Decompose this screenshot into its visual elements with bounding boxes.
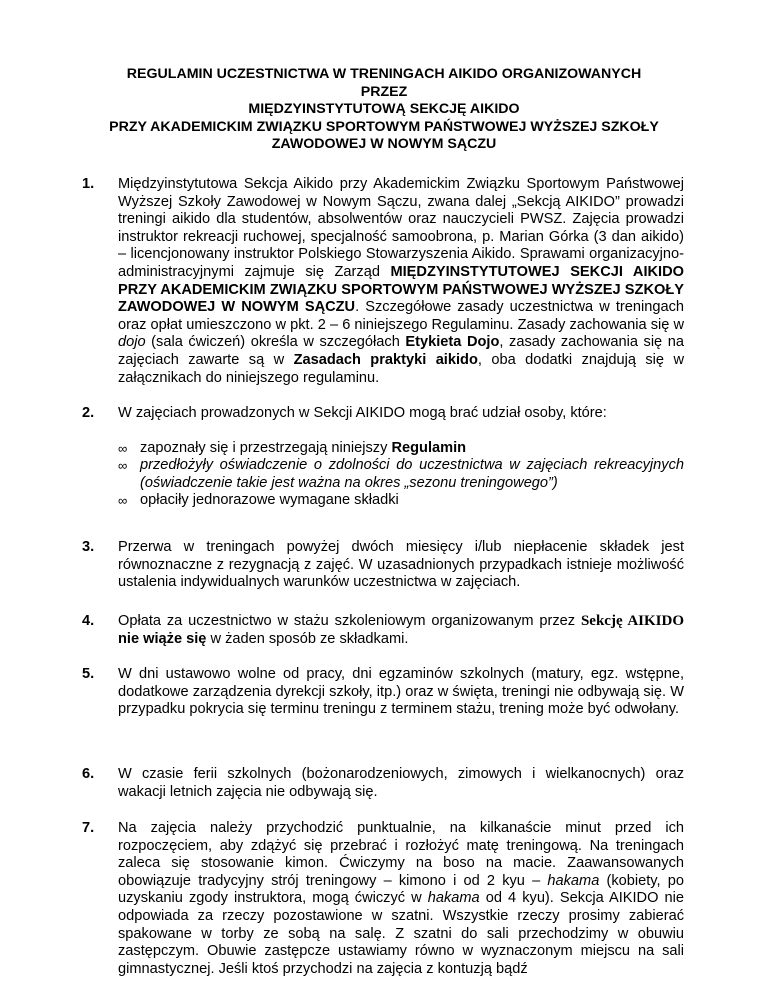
paragraph-text [118, 176, 684, 387]
sekcje-aikido-serif: Sekcję AIKIDO [580, 613, 685, 629]
list-item [118, 457, 684, 492]
dojo-term: dojo [118, 334, 146, 351]
text-run: w żaden sposób ze składkami. [206, 630, 409, 647]
text-run: Opłata za uczestnictwo w stażu szkoleniowym organizowanym przez [118, 613, 581, 629]
regulamin-bold: Regulamin [391, 439, 467, 456]
paragraph-6 [84, 766, 684, 801]
paragraph-number: 2. [82, 405, 95, 421]
etykieta-dojo-bold: Etykieta Dojo [405, 334, 500, 351]
title-line-5: ZAWODOWEJ W NOWYM SĄCZU [271, 136, 497, 152]
paragraph-number: 5. [82, 666, 95, 682]
text-run: zapoznały się i przestrzegają niniejszy [140, 439, 392, 456]
paragraph-5 [84, 666, 684, 719]
text-run: (kobiety, po uzyskaniu zgody instruktora, mogą ćwiczyć w [118, 872, 684, 907]
paragraph-4 [84, 613, 684, 648]
paragraph-1 [84, 176, 684, 387]
nie-wiaze-sie-bold: nie wiąże się [118, 630, 207, 647]
hakama-term: hakama [427, 890, 480, 907]
paragraph-text: Przerwa w treningach powyżej dwóch miesięcy i/lub niepłacenie składek jest równoznaczne z rezygnacją z zajęć. W uzasadnionych przypadkach istnieje możliwość ustalenia indywidualnych warunków uczestnictwa w zajęciach. [118, 539, 684, 591]
paragraph-number: 7. [82, 820, 95, 836]
paragraph-text [118, 613, 684, 648]
text-run: , oba dodatki znajdują się w załącznikach do niniejszego regulaminu. [118, 351, 684, 386]
paragraph-2 [84, 405, 684, 510]
paragraph-text: W czasie ferii szkolnych (bożonarodzeniowych, zimowych i wielkanocnych) oraz wakacji letnich zajęcia nie odbywają się. [118, 766, 684, 800]
text-run: od 4 kyu). Sekcja AIKIDO nie odpowiada za rzeczy pozostawione w szatni. Wszystkie rzeczy prosimy zabierać spakowane w torby ze sobą na salę. Z szatni do sali przechodzimy w obuwiu zastępczym. Obuwie zastępcze ustawiamy równo w wyznaczonym miejscu na sali gimnastycznej. Jeśli ktoś przychodzi na zajęcia z kontuzją bądź [118, 890, 684, 977]
text-run: opłaciły jednorazowe wymagane składki [140, 492, 399, 509]
requirements-list [84, 440, 684, 510]
paragraph-number: 1. [82, 176, 95, 192]
text-run: (sala ćwiczeń) określa w szczegółach [145, 334, 406, 351]
text-run: przedłożyły oświadczenie o zdolności do uczestnictwa w zajęciach rekreacyjnych (oświadczenie takie jest ważna na okres „sezonu treningowego”) [140, 457, 684, 491]
paragraph-text: W dni ustawowo wolne od pracy, dni egzaminów szkolnych (matury, egz. wstępne, dodatkowe zarządzenia dyrekcji szkoły, itp.) oraz w święta, treningi nie odbywają się. W przypadku pokrycia się terminu treningu z terminem stażu, trening może być odwołany. [118, 666, 684, 718]
infinity-bullet-icon: ∞ [118, 493, 128, 509]
infinity-bullet-icon: ∞ [118, 440, 128, 456]
title-line-1: REGULAMIN UCZESTNICTWA W TRENINGACH AIKIDO ORGANIZOWANYCH [126, 66, 642, 82]
paragraph-7 [84, 820, 684, 978]
paragraph-text [118, 820, 684, 978]
section-name-bold: MIĘDZYINSTYTUTOWEJ SEKCJI AIKIDO PRZY AKADEMICKIM ZWIĄZKU SPORTOWYM PAŃSTWOWEJ WYŻSZEJ SZKOŁY ZAWODOWEJ W NOWYM SĄCZU [118, 263, 684, 316]
infinity-bullet-icon: ∞ [118, 458, 128, 474]
paragraph-number: 4. [82, 613, 95, 629]
title-line-3: MIĘDZYINSTYTUTOWĄ SEKCJĘ AIKIDO [248, 101, 520, 117]
paragraph-number: 6. [82, 766, 95, 782]
paragraph-3 [84, 539, 684, 592]
list-item [118, 492, 684, 510]
title-line-4: PRZY AKADEMICKIM ZWIĄZKU SPORTOWYM PAŃSTWOWEJ WYŻSZEJ SZKOŁY [109, 118, 659, 135]
list-item [118, 440, 684, 458]
text-run: , zasady zachowania się na zajęciach zawarte są w [118, 334, 684, 368]
text-run: Międzyinstytutowa Sekcja Aikido przy Akademickim Związku Sportowym Państwowej Wyższej Szkoły Zawodowej w Nowym Sączu, zwana dalej „Sekcją AIKIDO” prowadzi treningi aikido dla studentów, absolwentów oraz nauczycieli PWSZ. Zajęcia prowadzi instruktor rekreacji ruchowej, specjalność samoobrona, p. Marian Górka (3 dan aikido) – licencjonowany instruktor Polskiego Stowarzyszenia Aikido. Sprawami organizacyjno-administracyjnymi zajmuje się Zarząd [118, 176, 684, 280]
text-run: Na zajęcia należy przychodzić punktualnie, na kilkanaście minut przed ich rozpoczęciem, aby zdążyć się przebrać i rozłożyć matę treningową. Na treningach zaleca się stosowanie kimon. Ćwiczymy na boso na macie. Zaawansowanych obowiązuje tradycyjny strój treningowy – kimono i od 2 kyu – [118, 820, 684, 889]
hakama-term: hakama [547, 872, 600, 889]
title-line-2: PRZEZ [360, 83, 408, 100]
paragraph-intro: W zajęciach prowadzonych w Sekcji AIKIDO mogą brać udział osoby, które: [118, 405, 607, 421]
paragraph-number: 3. [82, 539, 95, 555]
document-title [60, 66, 708, 154]
zasady-praktyki-bold: Zasadach praktyki aikido [293, 351, 478, 368]
text-run: . Szczegółowe zasady uczestnictwa w treningach oraz opłat umieszczono w pkt. 2 – 6 niniejszego Regulaminu. Zasady zachowania się w [118, 299, 684, 333]
